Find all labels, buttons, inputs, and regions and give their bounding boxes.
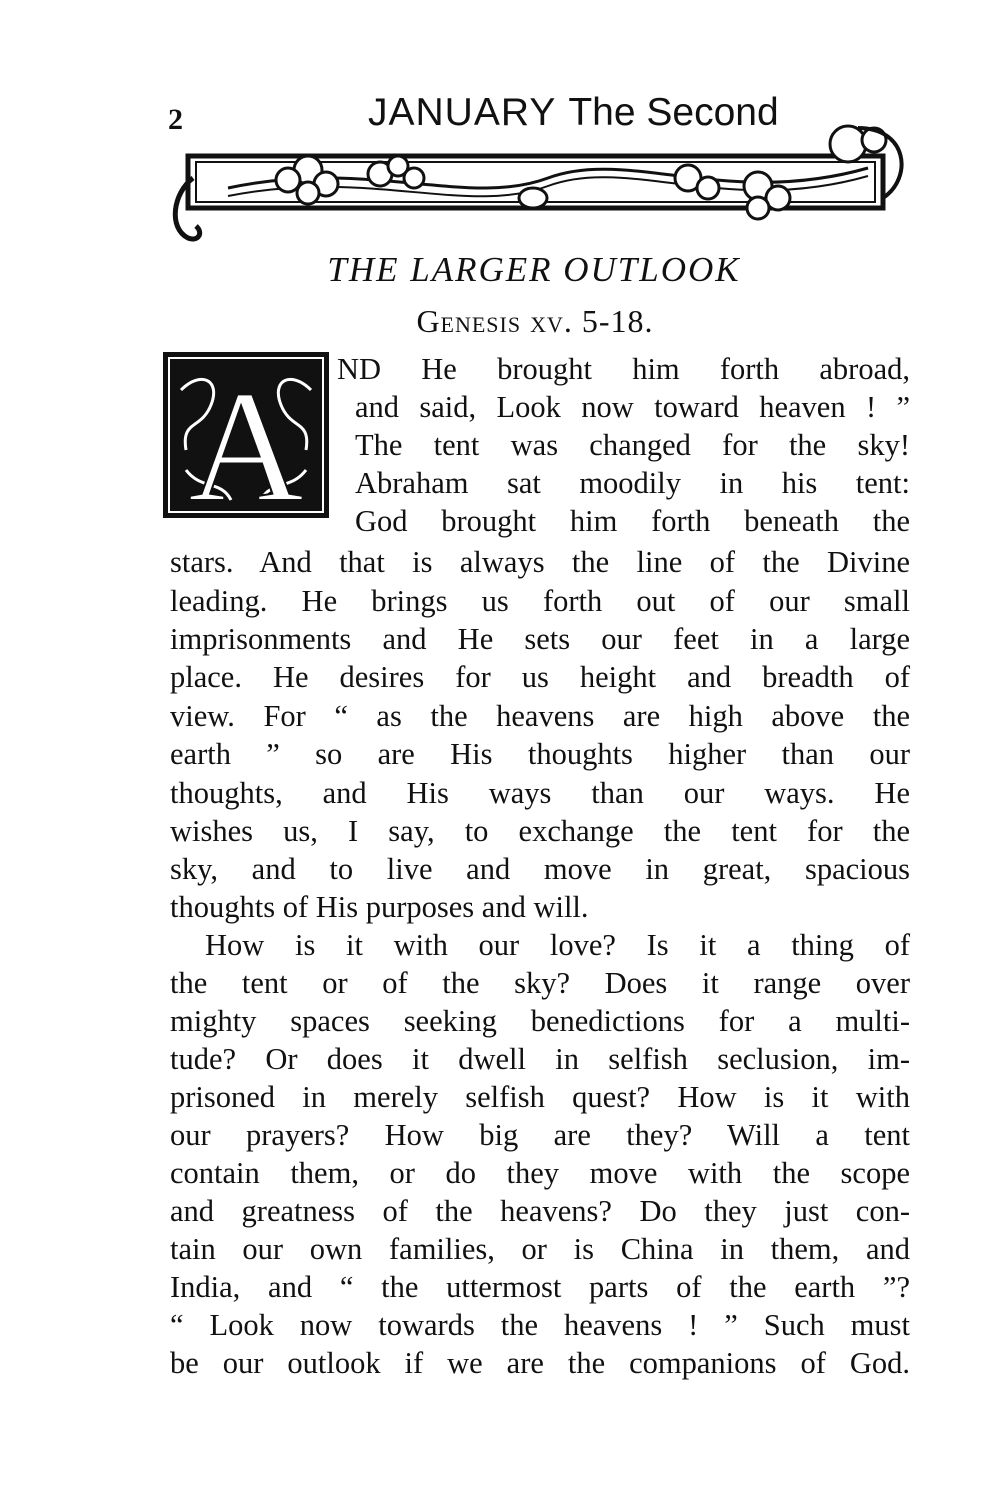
floral-header-ornament xyxy=(168,118,913,246)
text-line: “ Look now towards the heavens ! ” Such must xyxy=(170,1308,910,1342)
text-line: our prayers? How big are they? Will a tent xyxy=(170,1118,910,1152)
entry-title: THE LARGER OUTLOOK xyxy=(327,250,741,289)
text-line: and greatness of the heavens? Do they just con- xyxy=(170,1194,910,1228)
running-head-month: JANUARY xyxy=(368,91,557,134)
text-line: The tent was changed for the sky! xyxy=(355,428,910,462)
scripture-reference-text: Genesis xv. 5-18. xyxy=(416,303,654,339)
text-line: leading. He brings us forth out of our small xyxy=(170,584,910,618)
text-line: and said, Look now toward heaven ! ” xyxy=(355,390,910,424)
text-line: the tent or of the sky? Does it range over xyxy=(170,966,910,1000)
text-line: wishes us, I say, to exchange the tent for the xyxy=(170,814,910,848)
text-line: prisoned in merely selfish quest? How is it with xyxy=(170,1080,910,1114)
text-line: Abraham sat moodily in his tent: xyxy=(355,466,910,500)
dropcap-letter: A xyxy=(188,357,304,520)
scripture-reference xyxy=(0,303,1000,340)
text-line: mighty spaces seeking benedictions for a multi- xyxy=(170,1004,910,1038)
text-line: thoughts of His purposes and will. xyxy=(170,890,589,924)
text-line: view. For “ as the heavens are high above the xyxy=(170,699,910,733)
text-line: India, and “ the uttermost parts of the earth ”? xyxy=(170,1270,910,1304)
text-line: stars. And that is always the line of the Divine xyxy=(170,545,910,579)
text-line: How is it with our love? Is it a thing of xyxy=(205,928,910,962)
text-line: God brought him forth beneath the xyxy=(355,504,910,538)
text-line: contain them, or do they move with the scope xyxy=(170,1156,910,1190)
running-head-day: The Second xyxy=(568,91,779,134)
text-line: ND He brought him forth abroad, xyxy=(337,352,910,386)
text-line: thoughts, and His ways than our ways. He xyxy=(170,776,910,810)
text-line: be our outlook if we are the companions of God. xyxy=(170,1346,910,1380)
page-number: 2 xyxy=(168,103,183,136)
ornamental-dropcap xyxy=(161,350,331,520)
text-line: place. He desires for us height and breadth of xyxy=(170,660,910,694)
text-line: earth ” so are His thoughts higher than our xyxy=(170,737,910,771)
text-line: sky, and to live and move in great, spacious xyxy=(170,852,910,886)
text-line: tude? Or does it dwell in selfish seclusion, im- xyxy=(170,1042,910,1076)
text-line: tain our own families, or is China in them, and xyxy=(170,1232,910,1266)
text-line: imprisonments and He sets our feet in a large xyxy=(170,622,910,656)
